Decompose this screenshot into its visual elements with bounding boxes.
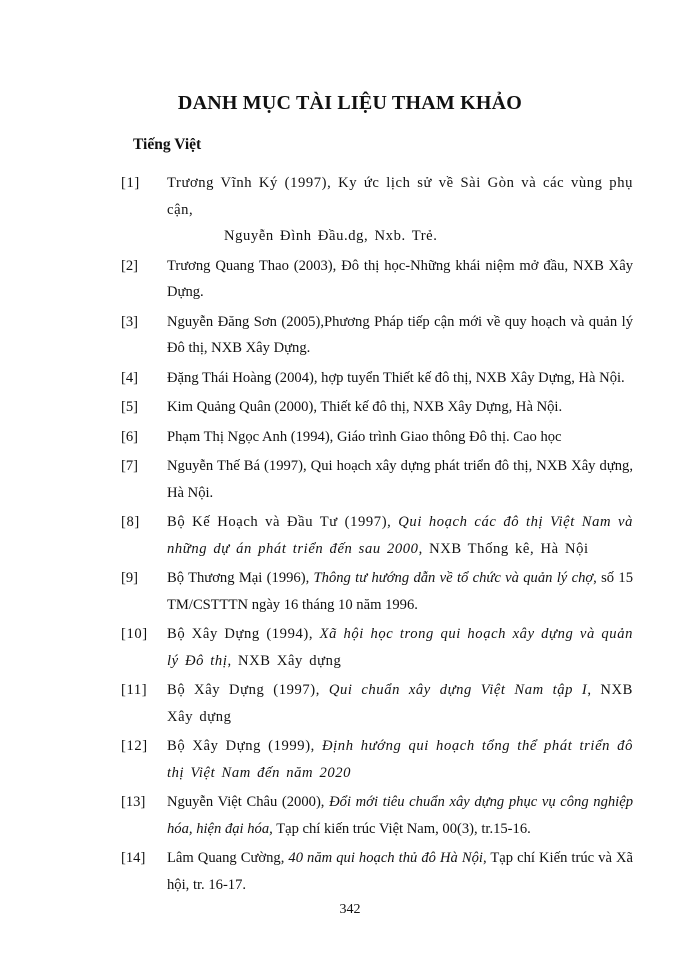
reference-text-segment: Nguyễn Thế Bá (1997), Qui hoạch xây dựng phát triển đô thị, NXB Xây dựng, Hà Nội. bbox=[167, 458, 633, 501]
reference-label: [10] bbox=[121, 626, 148, 642]
reference-item bbox=[121, 565, 633, 618]
reference-text bbox=[167, 394, 633, 421]
reference-item bbox=[121, 365, 633, 392]
reference-text bbox=[167, 424, 633, 451]
reference-item bbox=[121, 845, 633, 898]
reference-item bbox=[121, 509, 633, 562]
reference-list bbox=[121, 170, 633, 901]
reference-item bbox=[121, 253, 633, 306]
reference-title: Định hướng qui hoạch tổng thể phát triển đô thị Việt Nam đến năm 2020 bbox=[167, 738, 633, 781]
reference-text bbox=[167, 509, 633, 562]
reference-text bbox=[167, 253, 633, 306]
reference-label: [14] bbox=[121, 850, 146, 866]
reference-label: [8] bbox=[121, 514, 140, 530]
reference-label: [11] bbox=[121, 682, 148, 698]
reference-continuation: Nguyễn Đình Đầu.dg, Nxb. Trẻ. bbox=[224, 228, 438, 244]
reference-title: 40 năm qui hoạch thủ đô Hà Nội bbox=[288, 850, 483, 866]
reference-item bbox=[121, 677, 633, 730]
reference-item bbox=[121, 789, 633, 842]
reference-item bbox=[121, 733, 633, 786]
reference-label: [2] bbox=[121, 257, 139, 274]
reference-text bbox=[167, 677, 633, 730]
reference-text bbox=[167, 733, 633, 786]
reference-label: [6] bbox=[121, 428, 139, 445]
reference-title: Xã hội học trong qui hoạch xây dựng và quản lý Đô thị bbox=[167, 626, 633, 669]
reference-label: [3] bbox=[121, 313, 139, 330]
reference-label: [9] bbox=[121, 570, 139, 586]
reference-title: Thông tư hướng dẫn về tổ chức và quản lý chợ bbox=[313, 570, 594, 586]
reference-text bbox=[167, 309, 633, 362]
reference-label: [1] bbox=[121, 175, 140, 191]
reference-text-segment: Bộ Xây Dựng (1994), bbox=[167, 626, 320, 642]
reference-item bbox=[121, 170, 633, 250]
reference-text-segment: Nguyễn Đăng Sơn (2005),Phương Pháp tiếp cận mới về quy hoạch và quản lý Đô thị, NXB Xây Dựng. bbox=[167, 313, 633, 356]
page-number: 342 bbox=[339, 902, 361, 917]
reference-text-segment: Bộ Xây Dựng (1997), bbox=[167, 682, 329, 698]
reference-text bbox=[167, 453, 633, 506]
reference-text-segment: , NXB Thống kê, Hà Nội bbox=[418, 540, 589, 557]
reference-item bbox=[121, 424, 633, 451]
reference-text bbox=[167, 789, 633, 842]
reference-text-segment: , Tạp chí Kiến trúc và Xã hội, tr. 16-17. bbox=[167, 850, 633, 893]
reference-item bbox=[121, 309, 633, 362]
reference-label: [12] bbox=[121, 738, 148, 754]
reference-text-segment: Đặng Thái Hoàng (2004), hợp tuyển Thiết kế đô thị, NXB Xây Dựng, Hà Nội. bbox=[167, 369, 625, 386]
reference-text-segment: Bộ Thương Mại (1996), bbox=[167, 570, 314, 586]
section-heading: Tiếng Việt bbox=[133, 136, 202, 153]
reference-label: [5] bbox=[121, 399, 139, 415]
reference-text-segment: Trương Vĩnh Ký (1997), Ky ức lịch sử về Sài Gòn và các vùng phụ cận, bbox=[167, 175, 633, 218]
reference-text-segment: Tạp chí kiến trúc Việt Nam, 00(3), tr.15-16. bbox=[272, 820, 531, 837]
reference-text bbox=[167, 565, 633, 618]
reference-text bbox=[167, 845, 633, 898]
reference-text-segment: Trương Quang Thao (2003), Đô thị học-Những khái niệm mở đầu, NXB Xây Dựng. bbox=[167, 257, 633, 300]
reference-text-segment: , NXB Xây dựng bbox=[227, 652, 342, 669]
reference-text-segment: , NXB Xây dựng bbox=[167, 682, 633, 725]
reference-label: [7] bbox=[121, 458, 139, 474]
reference-title: Qui chuẩn xây dựng Việt Nam tập I bbox=[328, 682, 588, 698]
reference-text-segment: Nguyễn Việt Châu (2000), bbox=[167, 794, 330, 810]
reference-text-segment: Phạm Thị Ngọc Anh (1994), Giáo trình Giao thông Đô thị. Cao học bbox=[167, 428, 562, 445]
page-title: DANH MỤC TÀI LIỆU THAM KHẢO bbox=[177, 92, 523, 114]
reference-title: Qui hoạch các đô thị Việt Nam và những dự án phát triển đến sau 2000 bbox=[167, 514, 633, 557]
reference-text bbox=[167, 365, 633, 392]
reference-item bbox=[121, 394, 633, 421]
reference-item bbox=[121, 621, 633, 674]
reference-text-segment: Lâm Quang Cường, bbox=[167, 850, 289, 866]
reference-item bbox=[121, 453, 633, 506]
reference-label: [4] bbox=[121, 369, 139, 386]
reference-text bbox=[167, 170, 633, 250]
reference-label: [13] bbox=[121, 794, 146, 810]
reference-text-segment: Bộ Xây Dựng (1999), bbox=[167, 738, 323, 754]
reference-text bbox=[167, 621, 633, 674]
reference-text-segment: Kim Quảng Quân (2000), Thiết kế đô thị, NXB Xây Dựng, Hà Nội. bbox=[167, 399, 563, 415]
reference-text-segment: Bộ Kế Hoạch và Đầu Tư (1997), bbox=[167, 514, 399, 530]
reference-text-segment: , số 15 TM/CSTTTN ngày 16 tháng 10 năm 1996. bbox=[167, 570, 634, 613]
reference-title: Đổi mới tiêu chuẩn xây dựng phục vụ công nghiệp hóa, hiện đại hóa, bbox=[167, 794, 633, 837]
